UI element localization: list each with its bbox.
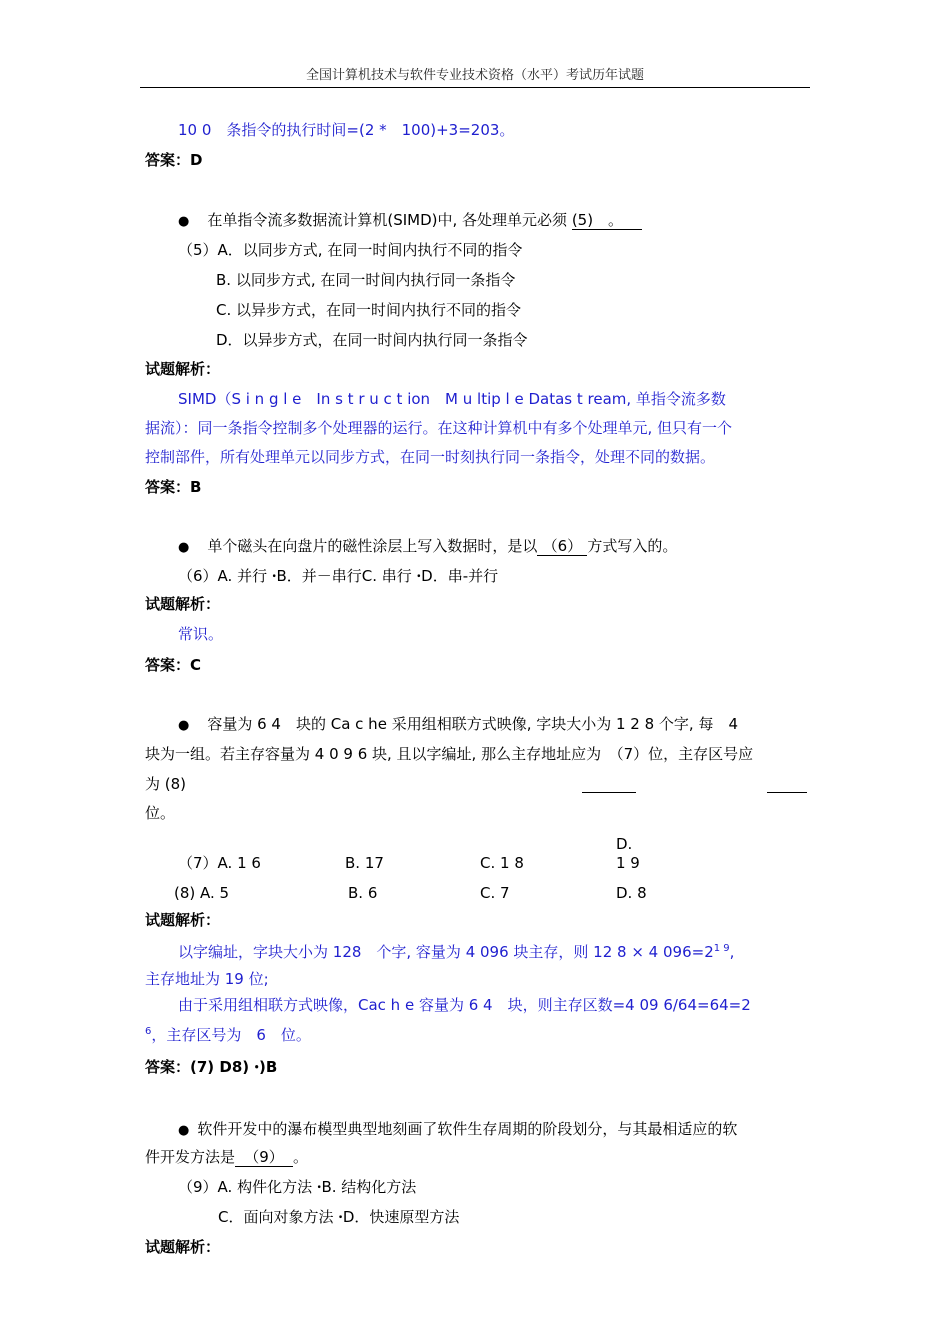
q7-stem-line-2: 块为一组。若主存容量为 4 0 9 6 块, 且以字编址, 那么主存地址应为 （7）位，主存区号应 bbox=[145, 745, 754, 763]
q5-stem-text: 在单指令流多数据流计算机(SIMD)中, 各处理单元必须 bbox=[207, 211, 568, 229]
q7-analysis-line-4 bbox=[145, 1025, 311, 1045]
q5-option-a: （5）A．以同步方式, 在同一时间内执行不同的指令 bbox=[178, 241, 523, 259]
q9-analysis-label: 试题解析： bbox=[145, 1238, 221, 1256]
q8-option-d: D. 8 bbox=[616, 884, 647, 902]
q8-option-b: B. 6 bbox=[348, 884, 378, 902]
q5-option-d: D．以异步方式，在同一时间内执行同一条指令 bbox=[216, 331, 528, 349]
q6-stem-before: 单个磁头在向盘片的磁性涂层上写入数据时，是以 bbox=[207, 537, 538, 555]
q7-option-c: C. 1 8 bbox=[480, 854, 524, 872]
q8-option-a: (8) A. 5 bbox=[174, 884, 230, 902]
q7-stem-line-3: 为 (8) bbox=[145, 775, 187, 793]
q5-blank: (5) 。 bbox=[572, 211, 642, 230]
header-rule bbox=[140, 87, 810, 88]
q9-option-ab: （9）A. 构件化方法 ꞏB. 结构化方法 bbox=[178, 1178, 417, 1196]
q9-stem-text-1: 软件开发中的瀑布模型典型地刻画了软件生存周期的阶段划分，与其最相适应的软 bbox=[197, 1120, 738, 1138]
q6-stem-after: 方式写入的。 bbox=[587, 537, 678, 555]
q5-option-b: B. 以同步方式, 在同一时间内执行同一条指令 bbox=[216, 271, 516, 289]
q9-stem-after: 。 bbox=[293, 1148, 309, 1166]
q6-analysis: 常识。 bbox=[178, 625, 224, 643]
q6-stem bbox=[178, 536, 677, 558]
q5-analysis-label: 试题解析： bbox=[145, 360, 221, 378]
q7-option-d-label: D. bbox=[616, 835, 633, 853]
q7-analysis-4-text: ，主存区号为 6 位。 bbox=[151, 1026, 311, 1044]
q7-answer: 答案：(7) D8) ꞏ)B bbox=[145, 1058, 278, 1076]
page-header: 全国计算机技术与软件专业技术资格（水平）考试历年试题 bbox=[305, 68, 644, 83]
q5-answer: 答案：B bbox=[145, 478, 202, 496]
q7-analysis-line-2: 主存地址为 19 位; bbox=[145, 970, 269, 988]
q6-analysis-label: 试题解析： bbox=[145, 595, 221, 613]
q7-analysis-1-exponent: 1 9 bbox=[713, 943, 730, 954]
bullet-icon: ● bbox=[178, 1123, 190, 1138]
q7-stem-line-1 bbox=[178, 714, 738, 736]
q7-analysis-4-exponent: 6 bbox=[145, 1026, 152, 1037]
q7-blank-line bbox=[582, 792, 636, 793]
q7-option-a: （7）A. 1 6 bbox=[178, 854, 261, 872]
q6-blank: （6） bbox=[537, 537, 587, 556]
bullet-icon: ● bbox=[178, 540, 190, 555]
q7-stem-text-1: 容量为 6 4 块的 Ca c he 采用组相联方式映像, 字块大小为 1 2 8 个字, 每 4 bbox=[207, 715, 739, 733]
bullet-icon: ● bbox=[178, 214, 190, 229]
q5-analysis-line-3: 控制部件，所有处理单元以同步方式，在同一时刻执行同一条指令，处理不同的数据。 bbox=[145, 448, 716, 466]
q7-option-d: 1 9 bbox=[616, 854, 640, 872]
q7-analysis-line-1 bbox=[178, 942, 734, 962]
q7-stem-line-4: 位。 bbox=[145, 804, 176, 822]
q5-stem bbox=[178, 210, 642, 232]
q9-option-cd: C．面向对象方法 ꞏD．快速原型方法 bbox=[218, 1208, 460, 1226]
q9-stem-before: 件开发方法是 bbox=[145, 1148, 236, 1166]
q8-option-c: C. 7 bbox=[480, 884, 510, 902]
q7-option-b: B. 17 bbox=[345, 854, 384, 872]
q9-stem-line-2 bbox=[145, 1147, 308, 1167]
q5-analysis-line-2: 据流）：同一条指令控制多个处理器的运行。在这种计算机中有多个处理单元, 但只有一个 bbox=[145, 419, 733, 437]
q4-calc-line: 10 0 条指令的执行时间=(2 * 100)+3=203。 bbox=[178, 121, 515, 139]
q7-analysis-1b: , bbox=[729, 943, 735, 961]
q9-stem-line-1 bbox=[178, 1119, 737, 1141]
q6-answer: 答案：C bbox=[145, 656, 202, 674]
q7-analysis-1a: 以字编址，字块大小为 128 个字, 容量为 4 096 块主存，则 12 8 × 4 096=2 bbox=[178, 943, 714, 961]
bullet-icon: ● bbox=[178, 718, 190, 733]
q5-analysis-line-1: SIMD（S i n g l e In s t r u c t ion M u ltip l e Datas t ream, 单指令流多数 bbox=[178, 390, 726, 408]
q8-blank-line bbox=[767, 792, 807, 793]
q5-option-c: C. 以异步方式，在同一时间内执行不同的指令 bbox=[216, 301, 522, 319]
q6-options: （6）A. 并行 ꞏB．并－串行C. 串行 ꞏD．串-并行 bbox=[178, 567, 499, 585]
q7-analysis-label: 试题解析： bbox=[145, 911, 221, 929]
q9-blank: （9） bbox=[235, 1148, 293, 1167]
q4-answer: 答案：D bbox=[145, 151, 203, 169]
q7-analysis-line-3: 由于采用组相联方式映像，Cac h e 容量为 6 4 块，则主存区数=4 09 6/64=64=2 bbox=[178, 996, 751, 1014]
